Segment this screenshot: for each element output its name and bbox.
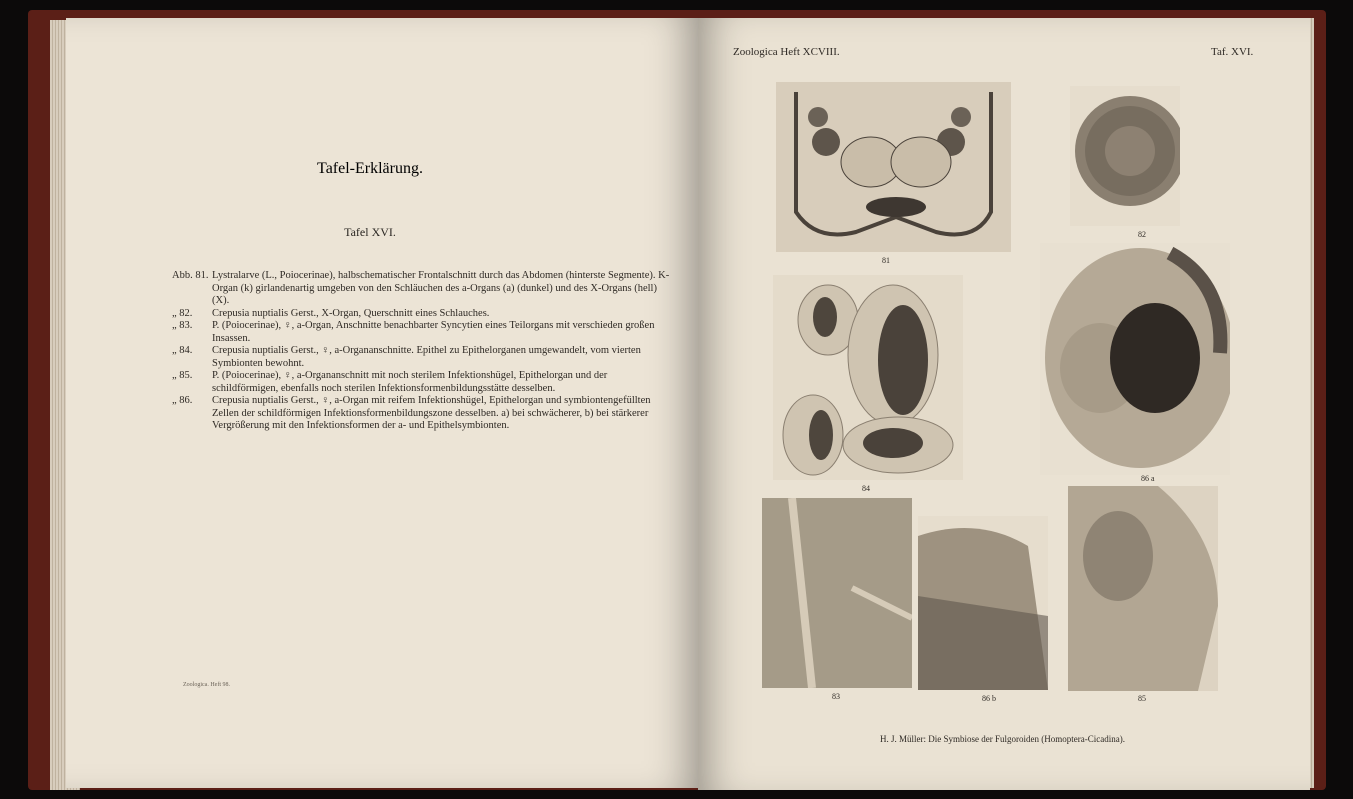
entry-number: „ 86. [172, 395, 193, 406]
entry-text: P. (Poiocerinae), ♀, a-Organ, Anschnitte benachbarter Syncytien eines Teilorgans mit verschieden großen Insassen. [212, 320, 655, 344]
plate-number: Taf. XVI. [1211, 46, 1254, 58]
micrograph-82 [1070, 86, 1180, 226]
figure-label-81: 81 [882, 256, 890, 265]
figure-86a [1040, 243, 1230, 475]
micrograph-86b [918, 516, 1048, 690]
running-header: Zoologica Heft XCVIII. [733, 46, 840, 58]
list-item [172, 395, 672, 433]
entry-number: „ 82. [172, 307, 193, 319]
figure-86b [918, 516, 1048, 690]
list-item [172, 308, 672, 321]
entry-number: Abb. 81. [172, 270, 209, 281]
figure-label-86a: 86 a [1141, 474, 1155, 483]
micrograph-83 [762, 498, 912, 688]
entry-text: Crepusia nuptialis Gerst., ♀, a-Organ mit reifem Infektionshügel, Epithelorgan und symbiontengefüllten Zellen der schildförmigen Infektionsformenbildungszone desselben. a) bei schwächerer, b) bei stärkerer Vergrößerung mit den Infektionsformen der a- und Epithelsymbionten. [212, 395, 651, 431]
entry-number: „ 83. [172, 320, 193, 331]
page-footer: Zoologica. Heft 98. [183, 682, 230, 688]
figure-84 [773, 275, 963, 480]
micrograph-84 [773, 275, 963, 480]
list-item [172, 370, 672, 395]
list-item [172, 320, 672, 345]
entry-text: Crepusia nuptialis Gerst., X-Organ, Querschnitt eines Schlauches. [212, 307, 490, 319]
plate-subtitle: Tafel XVI. [344, 225, 396, 239]
figure-label-85: 85 [1138, 694, 1146, 703]
list-item [172, 345, 672, 370]
figure-label-83: 83 [832, 692, 840, 701]
micrograph-81 [776, 82, 1011, 252]
figure-explanation-list [172, 270, 672, 433]
entry-number: „ 85. [172, 370, 193, 381]
entry-number: „ 84. [172, 345, 193, 356]
micrograph-86a [1040, 243, 1230, 475]
figure-82 [1070, 86, 1180, 226]
figure-label-82: 82 [1138, 230, 1146, 239]
entry-text: Crepusia nuptialis Gerst., ♀, a-Organanschnitte. Epithel zu Epithelorganen umgewandelt, vom vierten Symbionten bewohnt. [212, 345, 641, 369]
list-item [172, 270, 672, 308]
plate-caption: H. J. Müller: Die Symbiose der Fulgoroiden (Homoptera-Cicadina). [880, 734, 1125, 744]
page-title: Tafel-Erklärung. [317, 160, 423, 177]
figure-label-84: 84 [862, 484, 870, 493]
entry-text: P. (Poiocerinae), ♀, a-Organanschnitt mit noch sterilem Infektionshügel, Epithelorgan und der schildförmigen, ebenfalls noch sterilen Infektionsformenbildungsstätte desselben. [212, 370, 608, 394]
micrograph-85 [1068, 486, 1218, 691]
figure-83 [762, 498, 912, 688]
entry-text: Lystralarve (L., Poiocerinae), halbschematischer Frontalschnitt durch das Abdomen (hinterste Segmente). K-Organ (k) girlandenartig umgeben von den Schläuchen des a-Organs (a) (dunkel) und des X-Organs (hell) (X). [212, 270, 670, 306]
figure-85 [1068, 486, 1218, 691]
figure-81 [776, 82, 1011, 252]
figure-label-86b: 86 b [982, 694, 996, 703]
